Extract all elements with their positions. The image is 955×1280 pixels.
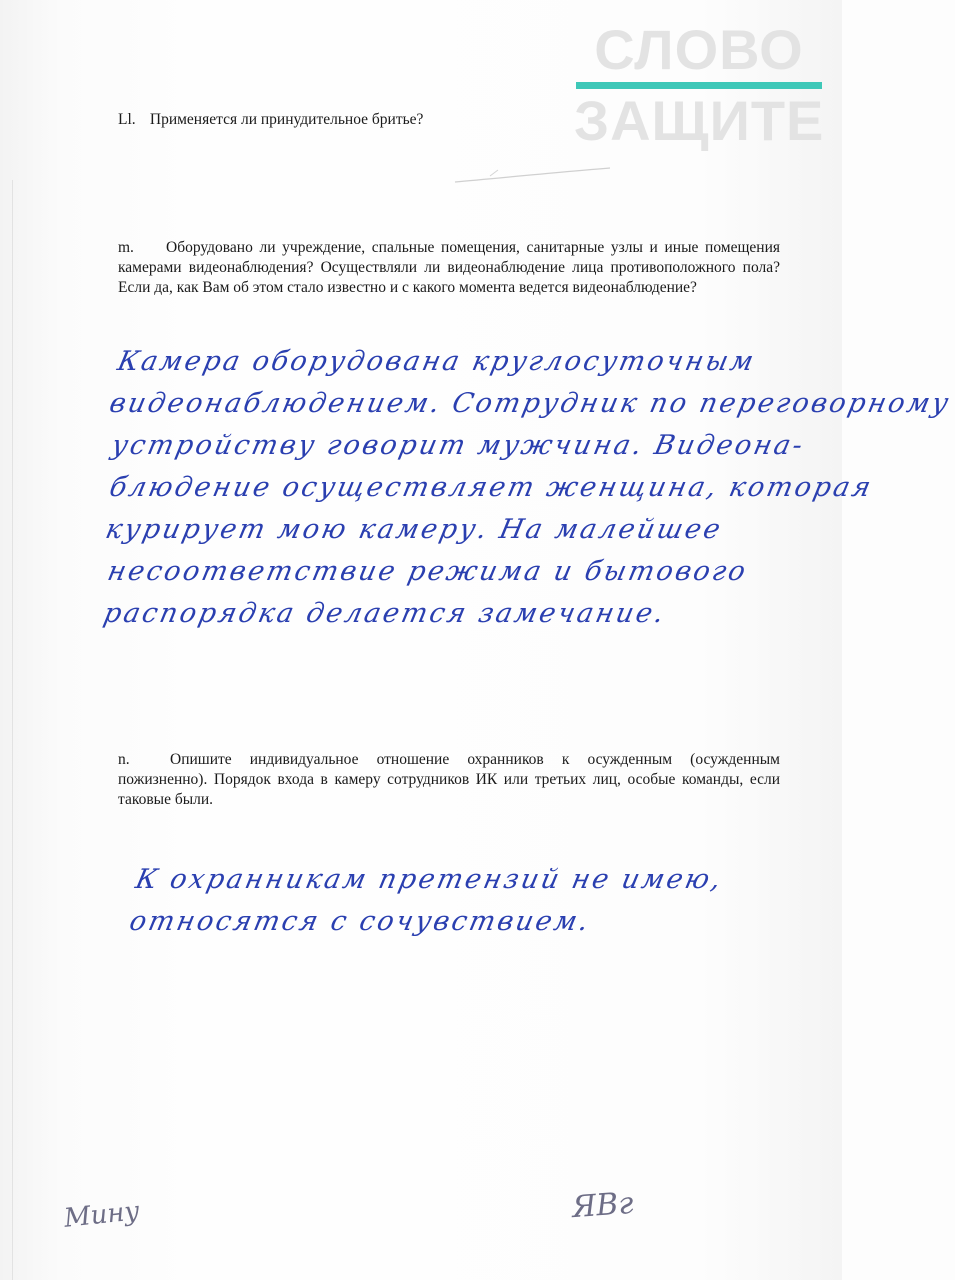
question-n-text: Опишите индивидуальное отношение охранников к осужденным (осужденным пожизненно). Порядок входа в камеру сотрудников ИК или третьих лиц, особые команды, если таковые были. [118, 751, 780, 808]
signature-left-text: Мину [62, 1196, 141, 1234]
question-l-text: Применяется ли принудительное бритье? [149, 111, 424, 128]
question-m-text: Оборудовано ли учреждение, спальные помещения, санитарные узлы и иные помещения камерами видеонаблюдения? Осуществляли ли видеонаблюдение лица противоположного пола? Если да, как Вам об этом стало известно и с какого момента ведется видеонаблюдение? [118, 239, 780, 296]
signature-right [571, 1186, 635, 1225]
question-l-number: Ll. [118, 111, 136, 128]
question-m [118, 238, 780, 298]
question-m-number: m. [118, 239, 134, 256]
question-n-number: n. [118, 751, 130, 768]
answer-m-line-6: несоответствие режима и бытового [104, 556, 751, 587]
answer-m-line-4: блюдение осуществляет женщина, которая [106, 472, 876, 503]
answer-m-line-1: Камера оборудована круглосуточным [114, 346, 759, 377]
watermark-line-1: СЛОВО [594, 18, 804, 81]
question-n [118, 750, 780, 810]
signature-right-text: ЯВг [570, 1185, 635, 1226]
watermark-line-2: ЗАЩИТЕ [574, 89, 825, 152]
page-fold-shadow [0, 180, 13, 1280]
signature-left [63, 1196, 141, 1234]
watermark-bar [576, 82, 822, 89]
faint-pen-mark [450, 160, 620, 190]
answer-m-line-2: видеонаблюдением. Сотрудник по переговорному [106, 388, 954, 419]
answer-n-line-2: относятся с сочувствием. [126, 906, 594, 937]
answer-m-line-7: распорядка делается замечание. [100, 598, 669, 629]
watermark-logo [574, 18, 825, 152]
answer-m-line-5: курирует мою камеру. На малейшее [102, 514, 726, 545]
answer-n-line-1: К охранникам претензий не имею, [132, 864, 726, 895]
question-l [118, 110, 518, 130]
answer-m-line-3: устройству говорит мужчина. Видеона- [108, 430, 808, 461]
